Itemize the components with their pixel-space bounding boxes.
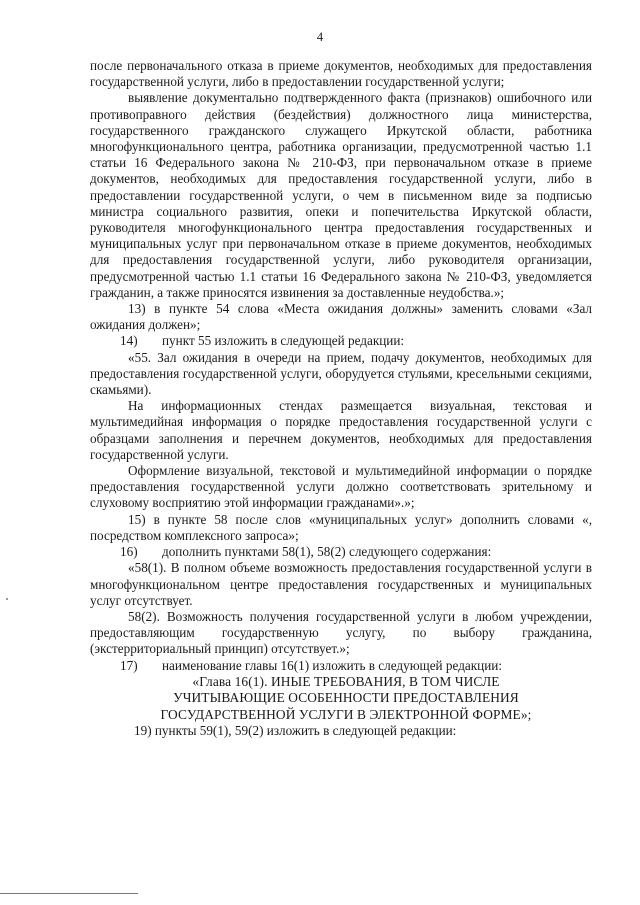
paragraph-58-1: «58(1). В полном объеме возможность предоставления государственной услуги в многофункциональном центре предоставления государственных и муниципальных услуг отсутствует.: [90, 560, 592, 608]
paragraph-item-13: 13) в пункте 54 слова «Места ожидания должны» заменить словами «Зал ожидания должен»;: [90, 301, 592, 333]
footnote-rule: [0, 893, 138, 894]
item-16-text: дополнить пунктами 58(1), 58(2) следующего содержания:: [162, 544, 492, 560]
chapter-heading: [90, 674, 592, 723]
paragraph-55-waiting-hall: «55. Зал ожидания в очереди на прием, подачу документов, необходимых для предоставления государственной услуги, оборудуется стульями, кресельными секциями, скамьями).: [90, 349, 592, 398]
item-17-number: 17): [120, 657, 138, 673]
item-14-text: пункт 55 изложить в следующей редакции:: [162, 333, 405, 349]
document-body: [90, 58, 592, 739]
paragraph-info-design: Оформление визуальной, текстовой и мультимедийной информации о порядке предоставления государственной услуги должно соответствовать зрительному и слуховому восприятию этой информации гражданами».»;: [90, 463, 592, 511]
chapter-heading-line-2: УЧИТЫВАЮЩИЕ ОСОБЕННОСТИ ПРЕДОСТАВЛЕНИЯ: [173, 690, 519, 706]
item-14-number: 14): [120, 333, 138, 349]
scan-speck: [6, 598, 8, 600]
page-number: 4: [316, 30, 324, 44]
item-14-line: [90, 333, 592, 349]
paragraph-item-15: 15) в пункте 58 после слов «муниципальных услуг» дополнить словами «, посредством комплексного запроса»;: [90, 511, 592, 543]
paragraph-refusal-continuation: после первоначального отказа в приеме документов, необходимых для предоставления государственной услуги, либо в предоставлении государственной услуги;: [90, 58, 592, 90]
item-17-text: наименование главы 16(1) изложить в следующей редакции:: [162, 657, 502, 673]
item-16-number: 16): [120, 544, 138, 560]
item-16-line: [90, 544, 592, 560]
paragraph-violation-detection: выявление документально подтвержденного факта (признаков) ошибочного или противоправного действия (бездействия) должностного лица министерства, государственного гражданского служащего Иркутской области, работника многофункционального центра, работника организации, предусмотренной частью 1.1 статьи 16 Федерального закона № 210-ФЗ, при первоначальном отказе в приеме документов, необходимых для предоставления государственной услуги, либо в предоставлении государственной услуги, о чем в письменном виде за подписью министра социального развития, опеки и попечительства Иркутской области, руководителя многофункционального центра предоставления государственных и муниципальных услуг при первоначальном отказе в приеме документов, необходимых для предоставления государственной услуги, либо руководителя организации, предусмотренной частью 1.1 статьи 16 Федерального закона № 210-ФЗ, уведомляется гражданин, а также приносятся извинения за доставленные неудобства.»;: [90, 90, 592, 300]
chapter-heading-line-3: ГОСУДАРСТВЕННОЙ УСЛУГИ В ЭЛЕКТРОННОЙ ФОРМЕ»;: [160, 706, 532, 722]
item-17-line: [90, 658, 592, 674]
paragraph-58-2: 58(2). Возможность получения государственной услуги в любом учреждении, предоставляющим государственную услугу, по выбору гражданина, (экстерриториальный принцип) отсутствует.»;: [90, 608, 592, 657]
chapter-heading-line-1: «Глава 16(1). ИНЫЕ ТРЕБОВАНИЯ, В ТОМ ЧИСЛЕ: [192, 673, 500, 689]
paragraph-info-stands: На информационных стендах размещается визуальная, текстовая и мультимедийная информация о порядке предоставления государственной услуги с образцами заполнения и перечнем документов, необходимых для предоставления государственной услуги.: [90, 398, 592, 462]
item-19-line: 19) пункты 59(1), 59(2) изложить в следующей редакции:: [134, 722, 457, 738]
